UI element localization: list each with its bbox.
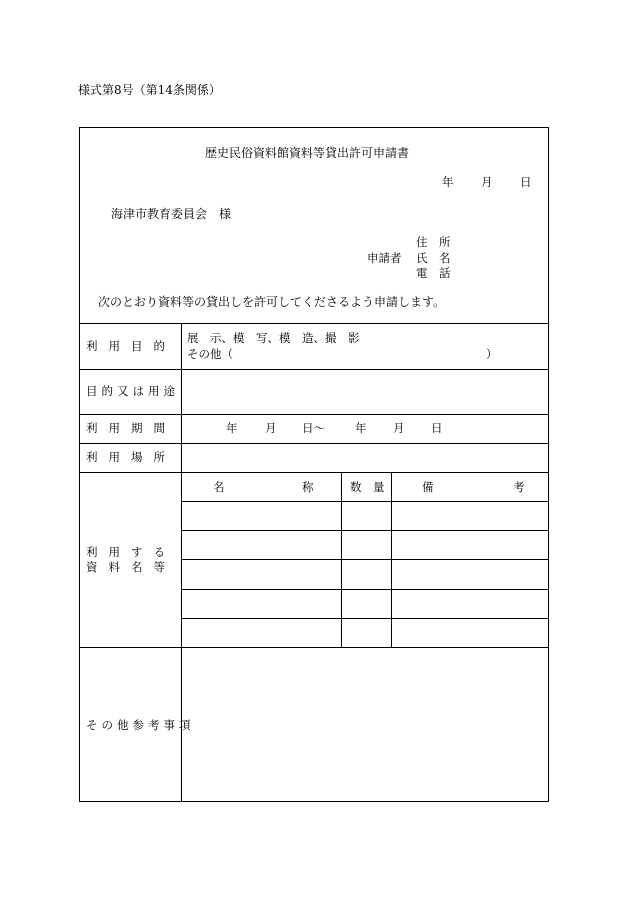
materials-col-qty: 数 量: [350, 480, 385, 494]
application-statement: 次のとおり資料等の貸出しを許可してくださるよう申請します。: [98, 295, 446, 309]
materials-col-note-1: 備: [422, 480, 434, 494]
period-start-year: 年: [226, 421, 238, 435]
period-start-month: 月: [265, 421, 277, 435]
purpose-other-open: その他（: [187, 347, 233, 361]
form-number-label: 様式第8号（第14条関係）: [78, 83, 221, 97]
applicant-label: 申請者: [367, 251, 402, 265]
materials-col-name-1: 名: [213, 480, 225, 494]
purpose-label: 利用目的: [86, 339, 176, 353]
other-notes-label: その他参考事項: [86, 718, 195, 732]
period-end-month: 月: [393, 421, 405, 435]
applicant-address-label: 住 所: [416, 235, 451, 249]
applicant-name-label: 氏 名: [416, 251, 451, 265]
date-day-label: 日: [520, 175, 532, 189]
place-label: 利用場所: [86, 450, 176, 464]
period-start-day: 日〜: [302, 421, 325, 435]
use-label: 目的又は用途: [86, 384, 179, 398]
date-month-label: 月: [481, 175, 493, 189]
materials-label-line1: 利用する: [86, 545, 176, 559]
applicant-phone-label: 電 話: [416, 266, 451, 280]
purpose-other-close: ）: [486, 347, 498, 361]
materials-label-line2: 資料名等: [86, 560, 176, 574]
addressee: 海津市教育委員会 様: [111, 207, 232, 221]
period-end-day: 日: [431, 421, 443, 435]
period-end-year: 年: [355, 421, 367, 435]
purpose-options: 展 示、模 写、模 造、撮 影: [187, 331, 360, 345]
date-year-label: 年: [442, 175, 454, 189]
application-form: [79, 127, 549, 802]
materials-col-name-2: 称: [302, 480, 314, 494]
period-label: 利用期間: [86, 421, 176, 435]
materials-col-note-2: 考: [513, 480, 525, 494]
form-title: 歴史民俗資料館資料等貸出許可申請書: [205, 146, 410, 160]
